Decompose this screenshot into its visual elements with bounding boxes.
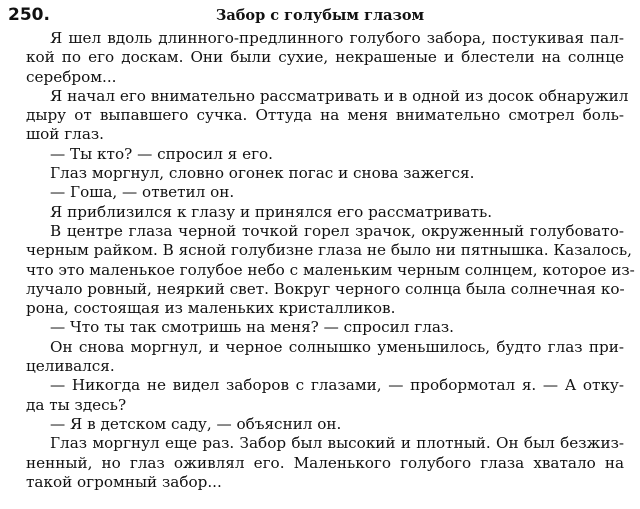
text-line: Он снова моргнул, и черное солнышко уменьшилось, будто глаз при-	[50, 337, 624, 356]
text-line: рона, состоящая из маленьких кристалликов.	[26, 299, 396, 318]
text-line: лучало ровный, неяркий свет. Вокруг черного солнца была солнечная ко-	[26, 279, 625, 298]
text-line: Глаз моргнул еще раз. Забор был высокий и плотный. Он был безжиз-	[50, 434, 624, 453]
text-line: кой по его доскам. Они были сухие, некрашеные и блестели на солнце	[26, 48, 624, 67]
text-line: Глаз моргнул, словно огонек погас и снова зажегся.	[50, 164, 475, 183]
text-line: шой глаз.	[26, 125, 104, 144]
text-line: В центре глаза черной точкой горел зрачок, окруженный голубовато-	[50, 221, 624, 240]
text-line: — Я в детском саду, — объяснил он.	[50, 414, 342, 433]
text-line: да ты здесь?	[26, 395, 127, 414]
text-line: Я шел вдоль длинного-предлинного голубого забора, постукивая пал-	[50, 29, 624, 47]
text-line: — Никогда не видел заборов с глазами, — пробормотал я. — А отку-	[50, 376, 624, 395]
text-line: Я начал его внимательно рассматривать и в одной из досок обнаружил	[50, 86, 629, 105]
text-line: — Гоша, — ответил он.	[50, 183, 235, 202]
text-line: Я приблизился к глазу и принялся его рассматривать.	[50, 202, 493, 221]
exercise-number: 250.	[8, 5, 50, 25]
text-line: серебром...	[26, 67, 117, 86]
text-line: такой огромный забор...	[26, 472, 222, 491]
text-body	[26, 29, 635, 492]
exercise-title: Забор с голубым глазом	[215, 7, 425, 24]
text-line: целивался.	[26, 357, 115, 376]
text-line: — Что ты так смотришь на меня? — спросил глаз.	[50, 318, 455, 337]
text-line: что это маленькое голубое небо с маленьким черным солнцем, которое из-	[26, 260, 635, 279]
text-line: — Ты кто? — спросил я его.	[50, 144, 274, 163]
text-line: дыру от выпавшего сучка. Оттуда на меня внимательно смотрел боль-	[26, 106, 624, 125]
text-line: ненный, но глаз оживлял его. Маленького голубого глаза хватало на	[26, 453, 624, 472]
text-line: черным райком. В ясной голубизне глаза не было ни пятнышка. Казалось,	[26, 241, 632, 260]
